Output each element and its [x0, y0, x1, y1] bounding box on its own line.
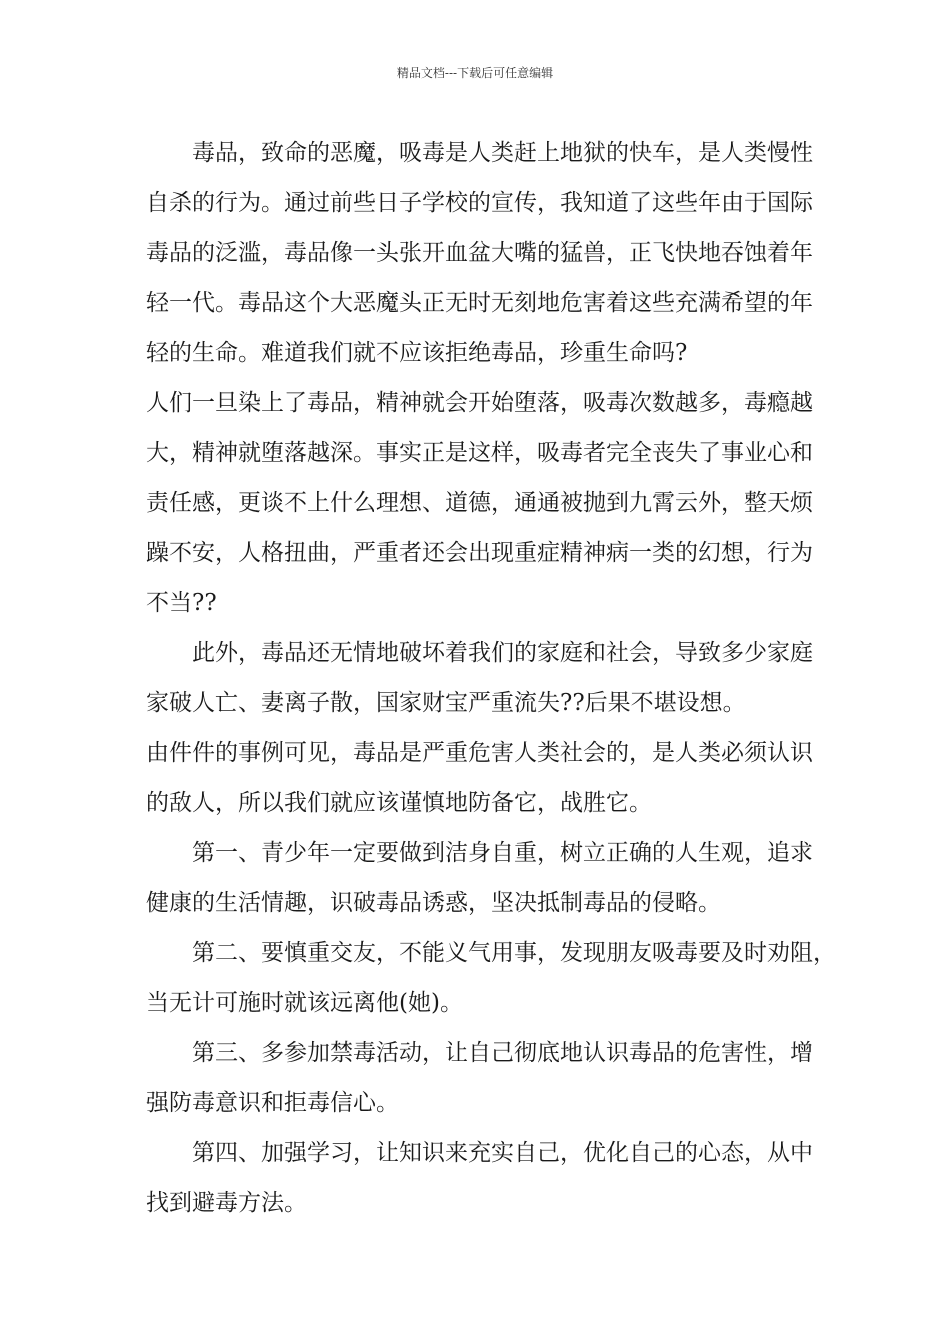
text-line: 由件件的事例可见，毒品是严重危害人类社会的，是人类必须认识	[146, 740, 813, 766]
text-line: 的敌人，所以我们就应该谨慎地防备它，战胜它。	[146, 790, 652, 816]
text-line: 自杀的行为。通过前些日子学校的宣传，我知道了这些年由于国际	[146, 190, 813, 216]
text-line: 第二、要慎重交友，不能义气用事，发现朋友吸毒要及时劝阻，	[192, 940, 836, 966]
text-line: 第四、加强学习，让知识来充实自己，优化自己的心态，从中	[192, 1140, 813, 1166]
text-line: 第三、多参加禁毒活动，让自己彻底地认识毒品的危害性，增	[192, 1040, 813, 1066]
text-line: 大，精神就堕落越深。事实正是这样，吸毒者完全丧失了事业心和	[146, 440, 813, 466]
text-line: 不当??	[146, 590, 217, 616]
text-line: 人们一旦染上了毒品，精神就会开始堕落，吸毒次数越多，毒瘾越	[146, 390, 813, 416]
text-line: 当无计可施时就该远离他(她)。	[146, 990, 463, 1016]
text-line: 躁不安，人格扭曲，严重者还会出现重症精神病一类的幻想，行为	[146, 540, 813, 566]
text-line: 轻一代。毒品这个大恶魔头正无时无刻地危害着这些充满希望的年	[146, 290, 813, 316]
text-line: 毒品，致命的恶魔，吸毒是人类赶上地狱的快车，是人类慢性	[192, 140, 813, 166]
text-line: 健康的生活情趣，识破毒品诱惑，坚决抵制毒品的侵略。	[146, 890, 721, 916]
text-line: 家破人亡、妻离子散，国家财宝严重流失??后果不堪设想。	[146, 690, 746, 716]
page-header: 精品文档---下载后可任意编辑	[396, 66, 554, 80]
text-line: 此外，毒品还无情地破坏着我们的家庭和社会，导致多少家庭	[192, 640, 813, 666]
document-body	[146, 128, 836, 1228]
text-line: 找到避毒方法。	[146, 1190, 307, 1216]
text-line: 毒品的泛滥，毒品像一头张开血盆大嘴的猛兽，正飞快地吞蚀着年	[146, 240, 813, 266]
text-line: 第一、青少年一定要做到洁身自重，树立正确的人生观，追求	[192, 840, 813, 866]
text-line: 轻的生命。难道我们就不应该拒绝毒品，珍重生命吗?	[146, 340, 688, 366]
text-line: 强防毒意识和拒毒信心。	[146, 1090, 399, 1116]
text-line: 责任感，更谈不上什么理想、道德，通通被抛到九霄云外，整天烦	[146, 490, 813, 516]
